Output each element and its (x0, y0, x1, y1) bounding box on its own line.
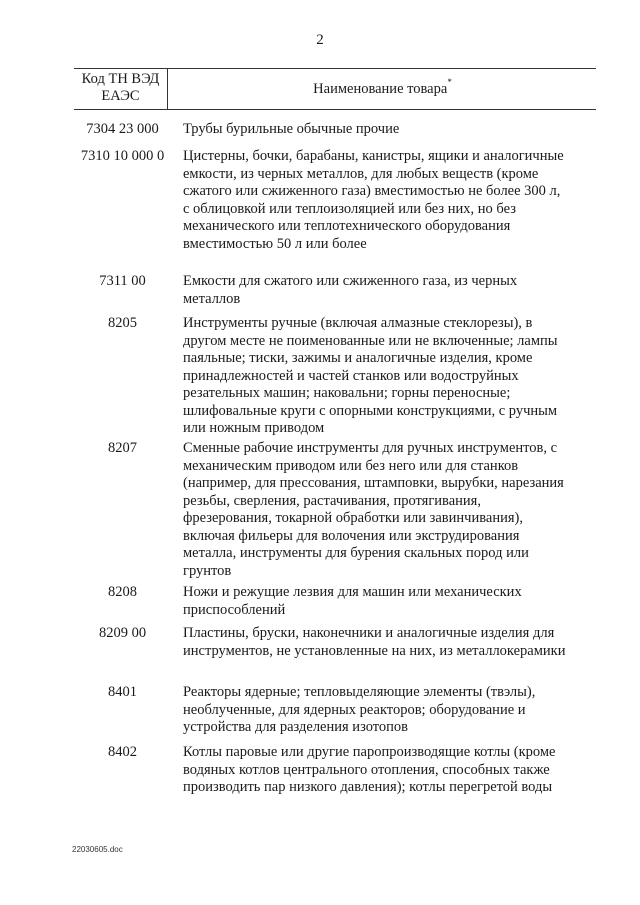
header-name-column (169, 69, 596, 109)
table-header (74, 68, 596, 110)
row-name: Емкости для сжатого или сжиженного газа, из черных металлов (183, 273, 518, 307)
footer-filename: 22030605.doc (72, 845, 123, 854)
row-code: 8402 (108, 744, 137, 760)
row-name: Реакторы ядерные; тепловыделяющие элементы (твэлы), необлученные, для ядерных реакторов; оборудование и устройства для разделения изотопов (183, 684, 536, 735)
row-code: 8209 00 (98, 625, 147, 641)
row-name: Инструменты ручные (включая алмазные стеклорезы), в другом месте не поименованные или не включенные; лампы паяльные; тиски, зажимы и аналогичные изделия, кроме принадлежностей и частей станков или водоструйных резательных машин; наковальни; горны переносные; шлифовальные круги с опорными конструкциями, с ручным или ножным приводом (183, 315, 558, 436)
row-name: Цистерны, бочки, барабаны, канистры, ящики и аналогичные емкости, из черных металлов, для любых веществ (кроме сжатого или сжиженного газа) вместимостью не более 300 л, с облицовкой или теплоизоляцией или без них, но без механического или теплотехнического оборудования вместимостью 50 л или более (183, 148, 564, 252)
row-code: 7311 00 (99, 273, 146, 289)
row-code: 7304 23 000 (86, 121, 159, 137)
header-name-label: Наименование товара (313, 81, 448, 97)
row-code: 8207 (108, 440, 137, 456)
row-code: 8208 (108, 584, 137, 600)
row-code: 8205 (108, 315, 137, 331)
row-name: Ножи и режущие лезвия для машин или механических приспособлений (183, 584, 522, 618)
row-name: Котлы паровые или другие паропроизводящие котлы (кроме водяных котлов центрального отопления, способных также производить пар низкого давления); котлы перегретой воды (183, 744, 556, 795)
row-name: Трубы бурильные обычные прочие (183, 121, 400, 137)
row-code: 7310 10 000 0 (80, 148, 165, 164)
row-name: Сменные рабочие инструменты для ручных инструментов, с механическим приводом или без него или для станков (например, для прессования, штамповки, вырубки, нарезания резьбы, сверления, растачивания, протягивания, фрезерования, токарной обработки или завинчивания), включая фильеры для волочения или экструдирования металла, инструменты для бурения скальных пород или грунтов (183, 440, 564, 579)
footnote-mark: * (447, 77, 452, 88)
row-code: 8401 (108, 684, 137, 700)
header-code-column: Код ТН ВЭД ЕАЭС (74, 69, 168, 109)
page-number: 2 (316, 32, 324, 48)
row-name: Пластины, бруски, наконечники и аналогичные изделия для инструментов, не установленные на них, из металлокерамики (183, 625, 566, 659)
